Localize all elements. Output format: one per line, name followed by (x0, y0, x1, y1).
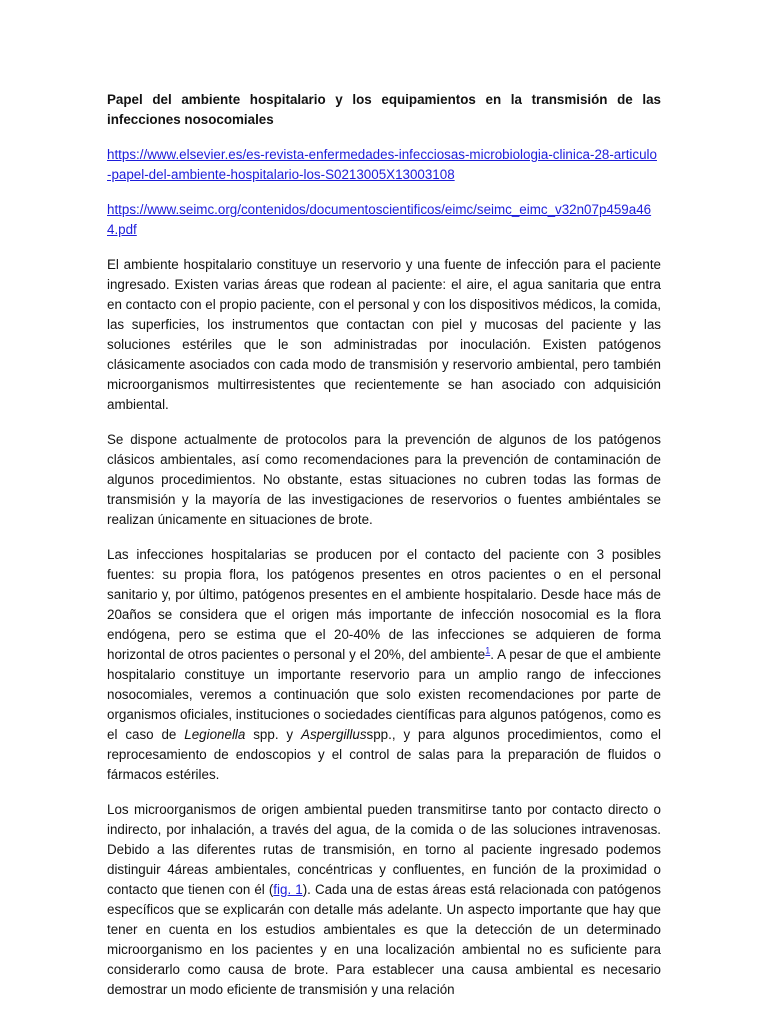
paragraph-3-text-c: spp. y (245, 727, 302, 742)
genus-aspergillus: Aspergillus (301, 727, 367, 742)
paragraph-3-text-d: spp., y para algunos procedimientos, como el reprocesamiento de endoscopios y el control de salas para la preparación de fluidos o fármacos estériles. (107, 727, 662, 782)
paragraph-4-text-a: Los microorganismos de origen ambiental pueden transmitirse tanto por contacto directo o indirecto, por inhalación, a través del agua, de la comida o de las soluciones intravenosas. Debido a las diferentes rutas de transmisión, en torno al paciente ingresado podemos distinguir 4áreas ambientales, concéntricas y confluentes, en función de la proximidad o contacto que tienen con él ( (107, 802, 661, 897)
source-link-elsevier[interactable]: https://www.elsevier.es/es-revista-enfermedades-infecciosas-microbiologia-clinica-28-articulo-papel-del-ambiente-hospitalario-los-S0213005X13003108 (107, 147, 657, 182)
paragraph-1: El ambiente hospitalario constituye un reservorio y una fuente de infección para el paciente ingresado. Existen varias áreas que rodean al paciente: el aire, el agua sanitaria que entra en contacto con el propio paciente, con el personal y con los dispositivos médicos, la comida, las superficies, los instrumentos que contactan con piel y mucosas del paciente y las soluciones estériles que le son administradas por inoculación. Existen patógenos clásicamente asociados con cada modo de transmisión y reservorio ambiental, pero también microorganismos multirresistentes que recientemente se han asociado con adquisición ambiental. (107, 257, 661, 412)
paragraph-4 (107, 800, 661, 1000)
figure-1-link[interactable]: fig. 1 (273, 882, 303, 897)
paragraph-3-text-b: . A pesar de que el ambiente hospitalario constituye un importante reservorio para un amplio rango de infecciones nosocomiales, veremos a continuación que solo existen recomendaciones por parte de organismos oficiales, instituciones o sociedades científicas para algunos patógenos, como es el caso de (107, 647, 661, 742)
document-title: Papel del ambiente hospitalario y los equipamientos en la transmisión de las infecciones nosocomiales (107, 92, 661, 127)
paragraph-3-text-a: Las infecciones hospitalarias se producen por el contacto del paciente con 3 posibles fuentes: su propia flora, los patógenos presentes en otros pacientes o en el personal sanitario y, por último, patógenos presentes en el ambiente hospitalario. Desde hace más de 20años se considera que el origen más importante de infección nosocomial es la flora endógena, pero se estima que el 20-40% de las infecciones se adquieren de forma horizontal de otros pacientes o personal y el 20%, del ambiente (107, 547, 661, 662)
document-page (107, 90, 661, 1015)
source-link-seimc[interactable]: https://www.seimc.org/contenidos/documentoscientificos/eimc/seimc_eimc_v32n07p459a464.pdf (107, 202, 652, 237)
paragraph-2: Se dispone actualmente de protocolos para la prevención de algunos de los patógenos clásicos ambientales, así como recomendaciones para la prevención de contaminación de algunos procedimientos. No obstante, estas situaciones no cubren todas las formas de transmisión y la mayoría de las investigaciones de reservorios o fuentes ambiéntales se realizan únicamente en situaciones de brote. (107, 432, 661, 527)
paragraph-4-text-b: ). Cada una de estas áreas está relacionada con patógenos específicos que se explicarán con detalle más adelante. Un aspecto importante que hay que tener en cuenta en los estudios ambientales es que la detección de un determinado microorganismo en los pacientes y en una localización ambiental no es suficiente para considerarlo como causa de brote. Para establecer una causa ambiental es necesario demostrar un modo eficiente de transmisión y una relación (107, 882, 661, 997)
genus-legionella: Legionella (184, 727, 246, 742)
paragraph-3 (107, 545, 661, 785)
reference-link-1[interactable]: 1 (485, 645, 491, 656)
